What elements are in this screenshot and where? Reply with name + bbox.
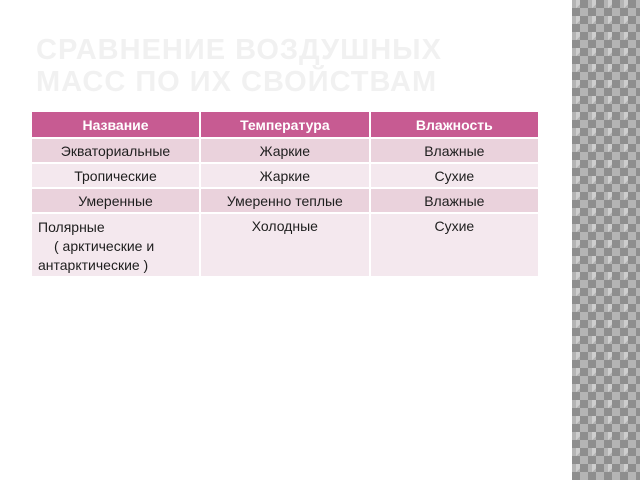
header-humidity: Влажность — [371, 112, 538, 139]
slide-title — [36, 34, 556, 98]
slide-title-line-2: МАСС ПО ИХ СВОЙСТВАМ — [36, 66, 438, 98]
header-temperature: Температура — [201, 112, 371, 139]
cell-name-line: Полярные — [38, 219, 105, 235]
cell-temperature: Холодные — [201, 214, 371, 278]
cell-name: Тропические — [32, 164, 201, 189]
cell-name: Умеренные — [32, 189, 201, 214]
cell-name-line: ( арктические и — [54, 238, 155, 254]
table-row — [32, 214, 538, 278]
header-name: Название — [32, 112, 201, 139]
table-header-row — [32, 112, 538, 139]
air-masses-table — [32, 112, 538, 278]
cell-temperature: Умеренно теплые — [201, 189, 371, 214]
cell-temperature: Жаркие — [201, 139, 371, 164]
slide-title-line-1: СРАВНЕНИЕ ВОЗДУШНЫХ — [36, 34, 442, 66]
table-row — [32, 189, 538, 214]
decorative-side-pattern — [572, 0, 640, 480]
cell-name: Экваториальные — [32, 139, 201, 164]
cell-humidity: Влажные — [371, 139, 538, 164]
table-row — [32, 164, 538, 189]
cell-name-line: антарктические ) — [38, 257, 149, 273]
table-row — [32, 139, 538, 164]
cell-humidity: Сухие — [371, 214, 538, 278]
cell-temperature: Жаркие — [201, 164, 371, 189]
cell-name — [32, 214, 201, 278]
cell-humidity: Сухие — [371, 164, 538, 189]
cell-humidity: Влажные — [371, 189, 538, 214]
